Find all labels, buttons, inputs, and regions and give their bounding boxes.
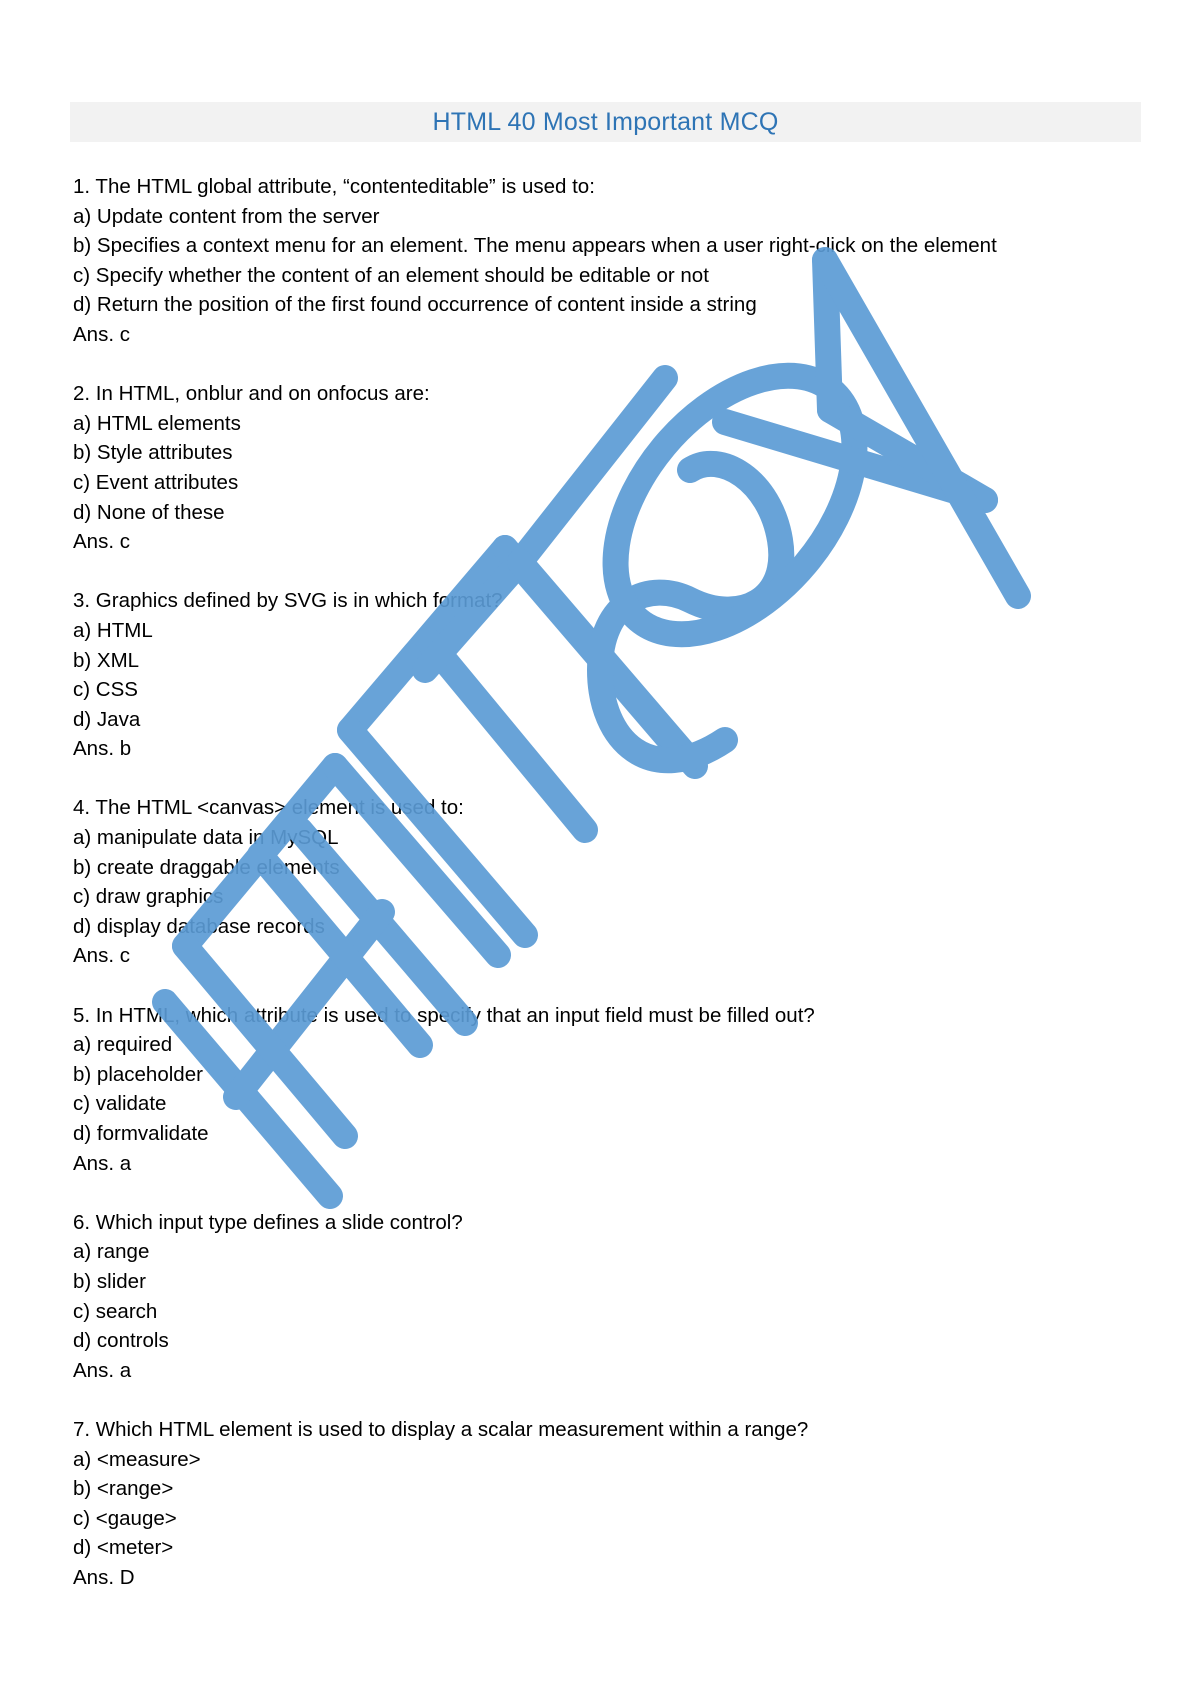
question-block xyxy=(73,793,1153,971)
option-text: d) formvalidate xyxy=(73,1122,209,1145)
question-block xyxy=(73,379,1153,557)
option-text: c) validate xyxy=(73,1092,167,1116)
question-text: 2. In HTML, onblur and on onfocus are: xyxy=(73,382,430,406)
answer-text: Ans. c xyxy=(73,322,130,346)
option-text: b) <range> xyxy=(73,1477,174,1501)
option-text: a) range xyxy=(73,1240,150,1264)
option-text: a) <measure> xyxy=(73,1447,201,1471)
answer-text: Ans. b xyxy=(73,737,132,761)
answer-text: Ans. c xyxy=(73,944,130,968)
question-text: 7. Which HTML element is used to display a scalar measurement within a range? xyxy=(73,1417,809,1441)
question-text: 5. In HTML, which attribute is used to specify that an input field must be filled out? xyxy=(73,1003,815,1027)
title-banner xyxy=(70,102,1141,142)
question-list xyxy=(73,172,1153,1622)
option-text: d) None of these xyxy=(73,500,225,524)
option-text: d) Return the position of the first found occurrence of content inside a string xyxy=(73,293,757,317)
option-text: c) <gauge> xyxy=(73,1506,177,1530)
question-block xyxy=(73,1208,1153,1386)
option-text: d) display database records xyxy=(73,914,325,938)
question-text: 4. The HTML <canvas> element is used to: xyxy=(73,796,464,820)
option-text: d) <meter> xyxy=(73,1536,174,1560)
answer-text: Ans. a xyxy=(73,1358,132,1382)
option-text: b) slider xyxy=(73,1269,146,1293)
question-text: 6. Which input type defines a slide control? xyxy=(73,1210,463,1234)
question-text: 1. The HTML global attribute, “contenteditable” is used to: xyxy=(73,175,595,198)
option-text: b) placeholder xyxy=(73,1062,203,1086)
question-block xyxy=(73,586,1153,764)
question-block xyxy=(73,172,1153,350)
question-block xyxy=(73,1415,1153,1593)
option-text: a) HTML xyxy=(73,618,153,642)
answer-text: Ans. D xyxy=(73,1565,135,1589)
option-text: b) XML xyxy=(73,648,140,672)
option-text: b) create draggable elements xyxy=(73,855,340,879)
option-text: a) manipulate data in MySQL xyxy=(73,826,339,850)
option-text: a) Update content from the server xyxy=(73,204,380,228)
option-text: a) required xyxy=(73,1033,173,1057)
option-text: b) Specifies a context menu for an element. The menu appears when a user right-click on the element xyxy=(73,234,997,258)
option-text: c) Specify whether the content of an element should be editable or not xyxy=(73,263,709,287)
option-text: c) search xyxy=(73,1299,158,1323)
option-text: d) Java xyxy=(73,707,141,731)
answer-text: Ans. a xyxy=(73,1151,132,1175)
option-text: c) Event attributes xyxy=(73,470,239,494)
answer-text: Ans. c xyxy=(73,530,130,554)
option-text: b) Style attributes xyxy=(73,441,233,465)
question-text: 3. Graphics defined by SVG is in which format? xyxy=(73,589,503,613)
page-title: HTML 40 Most Important MCQ xyxy=(432,107,779,136)
option-text: a) HTML elements xyxy=(73,411,241,435)
question-block xyxy=(73,1001,1153,1179)
option-text: c) draw graphics xyxy=(73,885,224,909)
option-text: c) CSS xyxy=(73,678,138,702)
option-text: d) controls xyxy=(73,1329,169,1353)
